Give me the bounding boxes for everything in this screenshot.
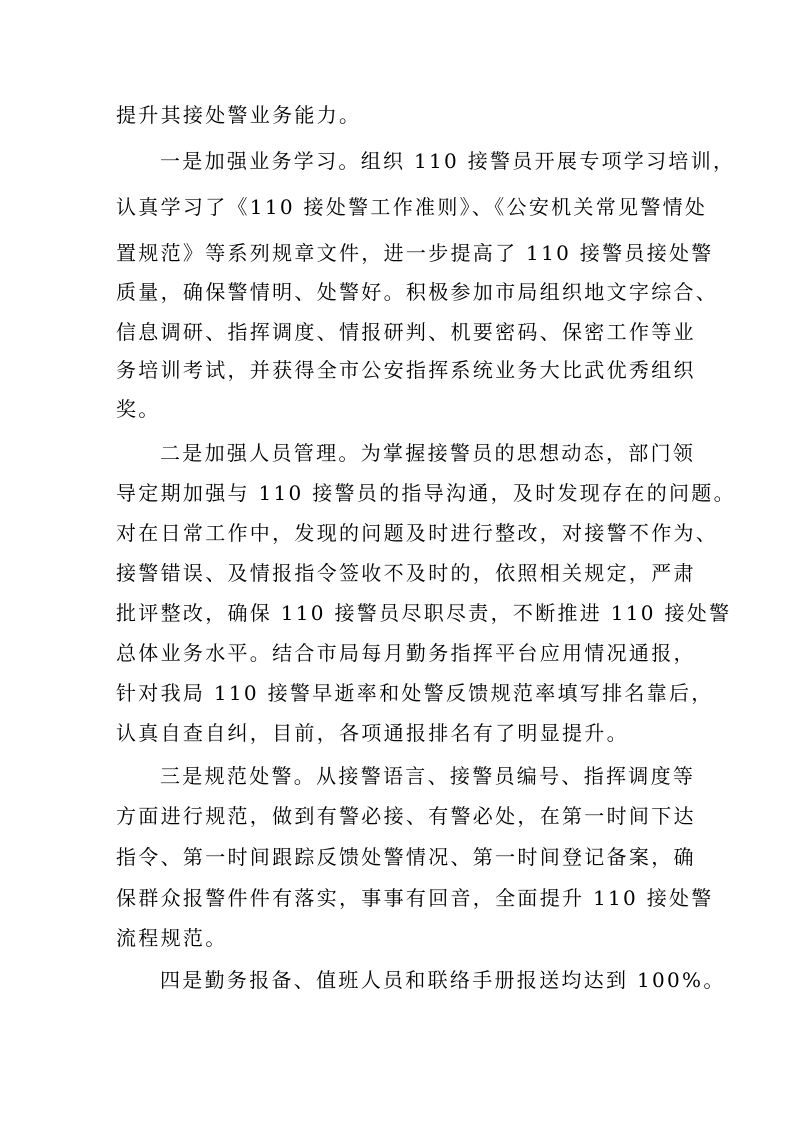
text-line: 三是规范处警。从接警语言、接警员编号、指挥调度等 (160, 764, 696, 788)
text-line: 认真学习了《110 接处警工作准则》、《公安机关常见警情处 (116, 195, 708, 219)
text-line: 四是勤务报备、值班人员和联络手册报送均达到 100%。 (160, 968, 726, 992)
text-line: 奖。 (116, 397, 161, 421)
text-line: 置规范》等系列规章文件，进一步提高了 110 接警员接处警 (116, 241, 714, 265)
text-line: 批评整改，确保 110 接警员尽职尽责，不断推进 110 接处警 (116, 601, 732, 625)
text-line: 务培训考试，并获得全市公安指挥系统业务大比武优秀组织 (116, 358, 696, 382)
text-line: 接警错误、及情报指令签收不及时的，依照相关规定，严肃 (116, 561, 696, 585)
text-line: 认真自查自纠，目前，各项通报排名有了明显提升。 (116, 721, 629, 745)
text-line: 保群众报警件件有落实，事事有回音，全面提升 110 接处警 (116, 886, 714, 910)
text-line: 导定期加强与 110 接警员的指导沟通，及时发现存在的问题。 (116, 481, 736, 505)
text-line: 二是加强人员管理。为掌握接警员的思想动态，部门领 (160, 441, 696, 465)
text-line: 提升其接处警业务能力。 (116, 103, 362, 127)
text-line: 方面进行规范，做到有警必接、有警必处，在第一时间下达 (116, 804, 696, 828)
text-line: 指令、第一时间跟踪反馈处警情况、第一时间登记备案，确 (116, 845, 696, 869)
text-line: 信息调研、指挥调度、情报研判、机要密码、保密工作等业 (116, 320, 696, 344)
text-line: 流程规范。 (116, 926, 228, 950)
text-line: 针对我局 110 接警早逝率和处警反馈规范率填写排名靠后， (116, 681, 714, 705)
text-line: 质量，确保警情明、处警好。积极参加市局组织地文字综合、 (116, 280, 719, 304)
text-line: 对在日常工作中，发现的问题及时进行整改，对接警不作为、 (116, 521, 719, 545)
text-line: 一是加强业务学习。组织 110 接警员开展专项学习培训， (160, 149, 736, 173)
text-line: 总体业务水平。结合市局每月勤务指挥平台应用情况通报， (116, 641, 696, 665)
